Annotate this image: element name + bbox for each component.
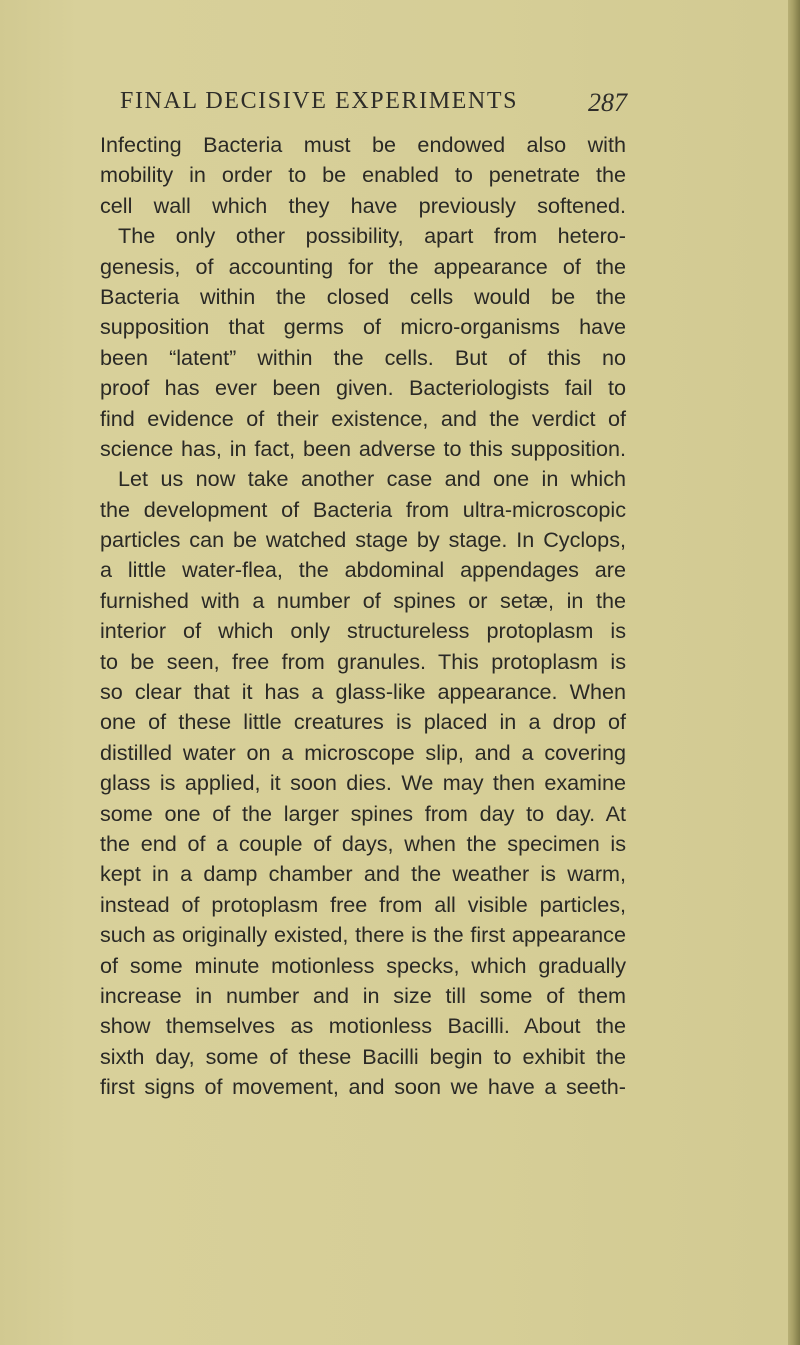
text-line: show themselves as motionless Bacilli. About the <box>100 1013 626 1039</box>
text-line: furnished with a number of spines or setæ, in the <box>100 587 626 613</box>
running-head: FINAL DECISIVE EXPERIMENTS <box>120 88 519 114</box>
text-line: to be seen, free from granules. This protoplasm is <box>100 648 626 674</box>
text-line: cell wall which they have previously softened. <box>100 192 626 218</box>
page-header <box>100 88 660 122</box>
page-edge <box>788 0 800 1345</box>
text-line: The only other possibility, apart from hetero- <box>118 223 626 249</box>
text-line: genesis, of accounting for the appearance of the <box>100 253 626 279</box>
text-line: some one of the larger spines from day to day. At <box>100 800 626 826</box>
text-line: science has, in fact, been adverse to this supposition. <box>100 435 626 461</box>
text-line: of some minute motionless specks, which gradually <box>100 952 626 978</box>
text-line: glass is applied, it soon dies. We may then examine <box>100 770 626 796</box>
text-line: such as originally existed, there is the first appearance <box>100 922 626 948</box>
text-line: mobility in order to be enabled to penetrate the <box>100 162 626 188</box>
page-number: 287 <box>588 88 627 117</box>
text-line: Bacteria within the closed cells would be the <box>100 283 626 309</box>
text-line: been “latent” within the cells. But of this no <box>100 344 626 370</box>
text-line: sixth day, some of these Bacilli begin to exhibit the <box>100 1043 626 1069</box>
text-line: the development of Bacteria from ultra-microscopic <box>100 496 626 522</box>
text-line: proof has ever been given. Bacteriologists fail to <box>100 375 626 401</box>
text-line: find evidence of their existence, and the verdict of <box>100 405 626 431</box>
text-line: particles can be watched stage by stage. In Cyclops, <box>100 527 626 553</box>
text-line: instead of protoplasm free from all visible particles, <box>100 891 626 917</box>
text-line: interior of which only structureless protoplasm is <box>100 618 626 644</box>
text-line: so clear that it has a glass-like appearance. When <box>100 679 626 705</box>
text-line: kept in a damp chamber and the weather is warm, <box>100 861 626 887</box>
text-line: distilled water on a microscope slip, and a covering <box>100 739 626 765</box>
text-line: first signs of movement, and soon we have a seeth- <box>100 1074 626 1100</box>
text-line: one of these little creatures is placed in a drop of <box>100 709 626 735</box>
text-line: increase in number and in size till some of them <box>100 982 626 1008</box>
text-line: Infecting Bacteria must be endowed also with <box>100 132 626 157</box>
text-line: Let us now take another case and one in which <box>118 466 626 492</box>
text-line: the end of a couple of days, when the specimen is <box>100 830 626 856</box>
body-text <box>100 130 660 1103</box>
text-line: a little water-flea, the abdominal appendages are <box>100 557 626 583</box>
text-line: supposition that germs of micro-organisms have <box>100 314 626 340</box>
